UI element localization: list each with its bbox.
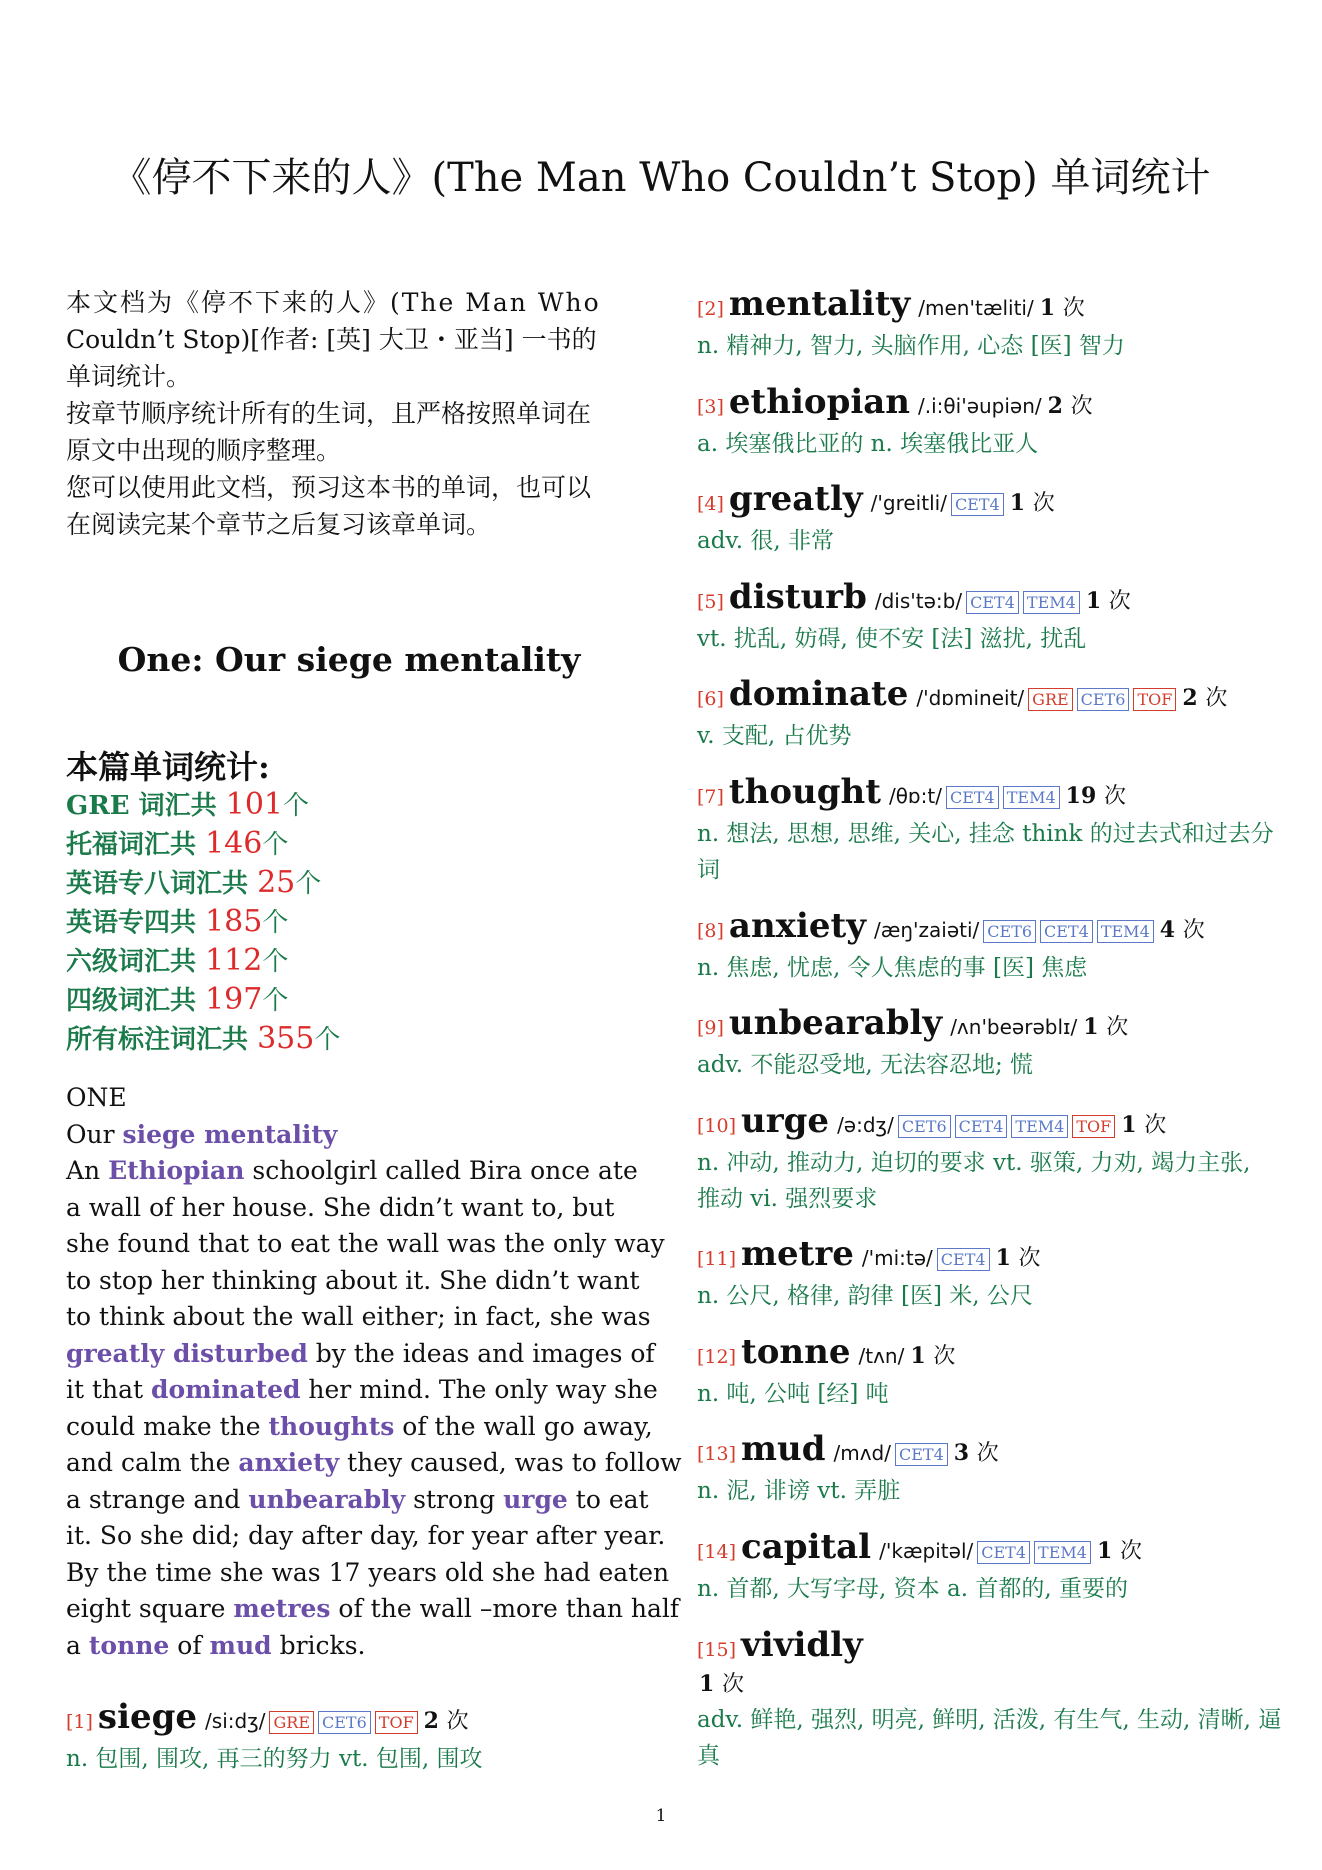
word-number: [4] — [697, 493, 724, 515]
highlight-word: siege mentality — [122, 1119, 338, 1149]
word-entry-metre — [697, 1234, 1287, 1314]
passage-text: by the ideas and images of — [307, 1338, 655, 1368]
count-value: 1 — [1096, 1538, 1113, 1564]
tag-gre: GRE — [269, 1711, 314, 1734]
count-value: 1 — [1085, 588, 1102, 614]
passage-line: she found that to eat the wall was the only way — [66, 1229, 665, 1258]
word-phonetic: /.i:θi'əupiən/ — [918, 394, 1042, 418]
passage-line — [66, 1372, 658, 1409]
passage-line — [66, 1628, 632, 1665]
word-phonetic: /'mi:tə/ — [861, 1246, 933, 1270]
highlight-word: urge — [503, 1484, 568, 1514]
passage-text: schoolgirl called Bira once ate — [244, 1156, 638, 1185]
stat-unit: 个 — [262, 908, 289, 938]
stat-label: 所有标注词汇共 — [66, 1025, 258, 1055]
count-unit: 次 — [1018, 1246, 1041, 1271]
count-value: 4 — [1159, 917, 1176, 943]
count-unit: 次 — [446, 1709, 469, 1734]
passage-line — [66, 1445, 682, 1482]
tag-tem4: TEM4 — [1023, 591, 1080, 614]
word-phonetic: /æŋ'zaiəti/ — [873, 918, 980, 942]
word-number: [6] — [697, 688, 724, 710]
word-headword: mentality — [728, 284, 911, 324]
chapter-heading: One: Our siege mentality — [117, 640, 581, 679]
word-count — [1182, 681, 1227, 712]
word-definition: adv. 很, 非常 — [697, 528, 834, 554]
word-definition: adv. 不能忍受地, 无法容忍地; 慌 — [697, 1052, 1034, 1078]
word-header — [697, 1527, 1287, 1567]
passage-line — [66, 1482, 649, 1519]
word-header — [697, 577, 1287, 617]
intro-line: 单词统计。 — [66, 362, 192, 391]
passage-text: of the wall –more than half — [330, 1594, 680, 1623]
count-unit: 次 — [1144, 1113, 1167, 1138]
stat-unit: 个 — [262, 986, 289, 1016]
word-header — [697, 1429, 1287, 1469]
stat-label: 英语专四共 — [66, 908, 206, 938]
passage-text: to eat — [567, 1484, 649, 1514]
word-entry-disturb — [697, 577, 1287, 657]
passage-line: a wall of her house. She didn’t want to, but — [66, 1192, 615, 1222]
word-headword: urge — [741, 1101, 830, 1141]
word-count — [1086, 584, 1131, 615]
count-unit: 次 — [721, 1672, 744, 1697]
word-header — [697, 772, 1287, 812]
count-unit: 次 — [1205, 686, 1228, 711]
intro-paragraph — [66, 284, 632, 543]
passage-text: of — [169, 1630, 210, 1660]
word-number: [11] — [697, 1248, 737, 1270]
word-headword: vividly — [741, 1625, 863, 1665]
word-entry-thought — [697, 772, 1287, 888]
word-count — [1097, 1534, 1142, 1565]
word-phonetic: /θɒ:t/ — [888, 784, 942, 808]
word-header — [697, 906, 1287, 946]
word-definition — [697, 816, 1287, 888]
count-value: 1 — [1039, 295, 1056, 321]
count-value: 1 — [995, 1245, 1011, 1271]
count-value: 2 — [423, 1708, 439, 1734]
definition-line: adv. 鲜艳, 强烈, 明亮, 鲜明, 活泼, 有生气, 生动, 清晰, 逼 — [697, 1707, 1282, 1733]
word-entry-mud — [697, 1429, 1287, 1509]
passage-text: An — [66, 1156, 109, 1185]
count-value: 1 — [910, 1343, 926, 1369]
word-number: [8] — [697, 920, 724, 942]
word-header — [697, 1625, 1287, 1665]
tag-tof: TOF — [375, 1711, 418, 1734]
stat-unit: 个 — [283, 791, 310, 821]
tag-cet4: CET4 — [966, 591, 1019, 614]
word-entry-siege — [66, 1697, 632, 1777]
word-entry-vividly — [697, 1625, 1287, 1774]
highlight-word: mud — [209, 1630, 272, 1660]
stat-gre — [66, 786, 340, 825]
passage-text: a strange and — [66, 1484, 249, 1514]
stat-tem8 — [66, 864, 340, 903]
word-phonetic: /'kæpitəl/ — [879, 1539, 974, 1563]
word-headword: disturb — [728, 577, 867, 617]
word-entry-capital — [697, 1527, 1287, 1607]
stat-unit: 个 — [262, 947, 289, 977]
highlight-word: Ethiopian — [108, 1156, 245, 1185]
passage — [66, 1080, 682, 1664]
count-unit: 次 — [1062, 296, 1085, 321]
tag-cet4: CET4 — [946, 786, 999, 809]
word-entry-dominate — [697, 674, 1287, 754]
passage-text: of the wall go away, — [394, 1411, 653, 1441]
word-headword: siege — [97, 1697, 198, 1737]
tag-cet4: CET4 — [937, 1248, 990, 1271]
word-header — [697, 284, 1287, 324]
passage-text: could make the — [66, 1411, 269, 1441]
stat-label: 四级词汇共 — [66, 986, 206, 1016]
intro-line: 在阅读完某个章节之后复习该章单词。 — [66, 510, 492, 539]
document-title: 《停不下来的人》(The Man Who Couldn’t Stop) 单词统计 — [111, 155, 1211, 201]
intro-line: 按章节顺序统计所有的生词，且严格按照单词在 — [66, 399, 592, 428]
word-phonetic: /mʌd/ — [833, 1441, 891, 1465]
tag-cet4: CET4 — [895, 1443, 948, 1466]
word-headword: dominate — [728, 674, 909, 714]
passage-text: it that — [66, 1375, 152, 1404]
word-number: [9] — [697, 1017, 724, 1039]
count-unit: 次 — [1108, 589, 1131, 614]
tag-cet4: CET4 — [951, 493, 1004, 516]
word-number: [1] — [66, 1711, 93, 1733]
definition-line: 词 — [697, 857, 720, 883]
stat-count: 112 — [205, 943, 263, 978]
count-value: 1 — [699, 1671, 715, 1697]
word-number: [2] — [697, 298, 724, 320]
stat-all — [66, 1020, 340, 1059]
stat-count: 101 — [225, 787, 283, 822]
word-phonetic: /men'tæliti/ — [918, 296, 1034, 320]
word-phonetic: /'dɒmineit/ — [916, 686, 1025, 710]
word-count — [910, 1339, 955, 1370]
intro-line: 原文中出现的顺序整理。 — [66, 436, 342, 465]
stat-unit: 个 — [314, 1025, 341, 1055]
tag-cet6: CET6 — [1077, 688, 1130, 711]
highlight-word: dominated — [151, 1375, 301, 1404]
stat-count: 185 — [205, 904, 263, 939]
word-header — [697, 1101, 1287, 1141]
passage-text: Our — [66, 1119, 123, 1149]
word-definition — [697, 1702, 1287, 1774]
stat-count: 355 — [257, 1021, 315, 1056]
tag-tof: TOF — [1133, 688, 1176, 711]
stat-label: 英语专八词汇共 — [66, 869, 258, 899]
count-unit: 次 — [1182, 918, 1205, 943]
definition-line: n. 冲动, 推动力, 迫切的要求 vt. 驱策, 力劝, 竭力主张, — [697, 1150, 1251, 1176]
word-definition: n. 包围, 围攻, 再三的努力 vt. 包围, 围攻 — [66, 1746, 483, 1772]
passage-line — [66, 1153, 638, 1190]
count-value: 2 — [1047, 393, 1063, 419]
count-value: 19 — [1065, 783, 1097, 809]
passage-text: eight square — [66, 1594, 234, 1623]
count-unit: 次 — [1032, 491, 1055, 516]
word-number: [7] — [697, 786, 724, 808]
word-definition: n. 焦虑, 忧虑, 令人焦虑的事 [医] 焦虑 — [697, 955, 1088, 981]
stat-tem4 — [66, 903, 340, 942]
count-value: 3 — [953, 1440, 970, 1466]
tag-tem4: TEM4 — [1011, 1115, 1068, 1138]
word-header — [697, 674, 1287, 714]
word-number: [5] — [697, 591, 724, 613]
definition-line: 真 — [697, 1743, 720, 1769]
word-number: [15] — [697, 1639, 737, 1661]
word-headword: unbearably — [728, 1003, 943, 1043]
word-count — [1066, 779, 1126, 810]
count-unit: 次 — [1103, 784, 1126, 809]
word-headword: capital — [741, 1527, 872, 1567]
tag-cet6: CET6 — [318, 1711, 371, 1734]
passage-line — [66, 1336, 655, 1373]
passage-text: bricks. — [271, 1630, 366, 1660]
count-value: 1 — [1121, 1112, 1137, 1138]
tag-cet4: CET4 — [1040, 920, 1093, 943]
word-definition: a. 埃塞俄比亚的 n. 埃塞俄比亚人 — [697, 431, 1039, 457]
passage-line — [66, 1409, 653, 1446]
tag-tem4: TEM4 — [1034, 1541, 1091, 1564]
word-headword: tonne — [741, 1332, 851, 1372]
word-count — [996, 1241, 1041, 1272]
count-unit: 次 — [976, 1441, 999, 1466]
word-number: [13] — [697, 1443, 737, 1465]
word-count — [699, 1667, 1287, 1698]
word-header — [66, 1697, 632, 1737]
highlight-word: metres — [233, 1594, 331, 1623]
word-count — [1160, 913, 1205, 944]
tag-cet6: CET6 — [983, 920, 1036, 943]
passage-line: it. So she did; day after day, for year after year. — [66, 1521, 666, 1550]
highlight-word: greatly disturbed — [66, 1338, 308, 1368]
word-number: [14] — [697, 1541, 737, 1563]
passage-subtitle — [66, 1117, 632, 1154]
stat-label: 六级词汇共 — [66, 947, 206, 977]
word-headword: mud — [741, 1429, 826, 1469]
word-count — [424, 1704, 469, 1735]
word-definition: n. 公尺, 格律, 韵律 [医] 米, 公尺 — [697, 1283, 1033, 1309]
word-entry-unbearably — [697, 1003, 1287, 1083]
count-value: 1 — [1083, 1014, 1099, 1040]
word-definition: vt. 扰乱, 妨碍, 使不安 [法] 滋扰, 扰乱 — [697, 626, 1087, 652]
word-headword: metre — [741, 1234, 854, 1274]
word-headword: anxiety — [728, 906, 866, 946]
stat-unit: 个 — [295, 869, 322, 899]
passage-text: strong — [405, 1484, 504, 1514]
word-header — [697, 479, 1287, 519]
highlight-word: tonne — [88, 1630, 170, 1660]
passage-line: By the time she was 17 years old she had eaten — [66, 1557, 670, 1587]
definition-line: n. 想法, 思想, 思维, 关心, 挂念 think 的过去式和过去分 — [697, 821, 1274, 847]
passage-text: her mind. The only way she — [300, 1375, 658, 1404]
passage-heading: ONE — [66, 1083, 127, 1112]
word-definition: n. 吨, 公吨 [经] 吨 — [697, 1381, 889, 1407]
word-phonetic: /'greitli/ — [870, 491, 947, 515]
tag-cet4: CET4 — [977, 1541, 1030, 1564]
word-entry-greatly — [697, 479, 1287, 559]
word-header — [697, 1332, 1287, 1372]
highlight-word: thoughts — [268, 1411, 395, 1441]
word-entry-urge — [697, 1101, 1287, 1217]
word-definition: n. 泥, 诽谤 vt. 弄脏 — [697, 1478, 901, 1504]
stat-unit: 个 — [262, 830, 289, 860]
word-count — [1010, 486, 1055, 517]
passage-line — [66, 1591, 680, 1628]
stats-list — [66, 786, 340, 1059]
word-count — [954, 1436, 999, 1467]
tag-cet6: CET6 — [898, 1115, 951, 1138]
word-phonetic: /ə:dʒ/ — [837, 1113, 894, 1137]
tag-tof: TOF — [1072, 1115, 1115, 1138]
count-unit: 次 — [933, 1344, 956, 1369]
intro-line: 您可以使用此文档，预习这本书的单词，也可以 — [66, 473, 592, 502]
word-entry-mentality — [697, 284, 1287, 364]
passage-line: to stop her thinking about it. She didn’t want — [66, 1265, 640, 1295]
passage-text: they caused, was to follow — [339, 1448, 682, 1477]
word-phonetic: /tʌn/ — [858, 1344, 905, 1368]
word-header — [697, 1003, 1287, 1043]
word-definition: n. 首都, 大写字母, 资本 a. 首都的, 重要的 — [697, 1576, 1128, 1602]
word-header — [697, 1234, 1287, 1274]
page-number: 1 — [655, 1806, 667, 1826]
tag-gre: GRE — [1028, 688, 1073, 711]
word-entry-anxiety — [697, 906, 1287, 986]
intro-line: 本文档为《停不下来的人》(The Man Who — [66, 288, 601, 317]
word-entry-tonne — [697, 1332, 1287, 1412]
word-entry-ethiopian — [697, 382, 1287, 462]
word-headword: greatly — [728, 479, 863, 519]
passage-line: to think about the wall either; in fact, she was — [66, 1302, 651, 1331]
count-unit: 次 — [1070, 394, 1093, 419]
stat-count: 25 — [257, 865, 296, 900]
word-phonetic: /ʌn'beərəblɪ/ — [950, 1015, 1078, 1039]
stat-label: GRE 词汇共 — [66, 791, 226, 821]
word-number: [3] — [697, 396, 724, 418]
count-value: 1 — [1009, 490, 1026, 516]
definition-line: 推动 vi. 强烈要求 — [697, 1186, 878, 1212]
word-headword: thought — [728, 772, 881, 812]
word-definition: v. 支配, 占优势 — [697, 723, 852, 749]
word-number: [12] — [697, 1346, 737, 1368]
word-definition: n. 精神力, 智力, 头脑作用, 心态 [医] 智力 — [697, 333, 1125, 359]
tag-tem4: TEM4 — [1097, 920, 1154, 943]
count-unit: 次 — [1106, 1015, 1129, 1040]
count-unit: 次 — [1119, 1539, 1142, 1564]
count-value: 2 — [1182, 685, 1198, 711]
highlight-word: unbearably — [248, 1484, 406, 1514]
word-phonetic: /si:dʒ/ — [205, 1709, 266, 1733]
word-number: [10] — [697, 1115, 737, 1137]
tag-cet4: CET4 — [955, 1115, 1008, 1138]
tag-tem4: TEM4 — [1003, 786, 1060, 809]
stat-count: 197 — [205, 982, 263, 1017]
word-header — [697, 382, 1287, 422]
word-definition — [697, 1145, 1287, 1217]
word-count — [1121, 1108, 1166, 1139]
stat-toefl — [66, 825, 340, 864]
word-count — [1083, 1010, 1128, 1041]
word-count — [1040, 291, 1085, 322]
passage-text: a — [66, 1630, 89, 1660]
stat-label: 托福词汇共 — [66, 830, 206, 860]
stat-cet6 — [66, 942, 340, 981]
passage-text: and calm the — [66, 1448, 239, 1477]
word-phonetic: /dis'tə:b/ — [874, 589, 963, 613]
word-headword: ethiopian — [728, 382, 911, 422]
stats-title: 本篇单词统计: — [66, 748, 270, 786]
word-count — [1048, 389, 1093, 420]
intro-line: Couldn’t Stop)[作者: [英] 大卫・亚当] 一书的 — [66, 325, 597, 354]
stat-cet4 — [66, 981, 340, 1020]
stat-count: 146 — [205, 826, 263, 861]
highlight-word: anxiety — [238, 1448, 340, 1477]
